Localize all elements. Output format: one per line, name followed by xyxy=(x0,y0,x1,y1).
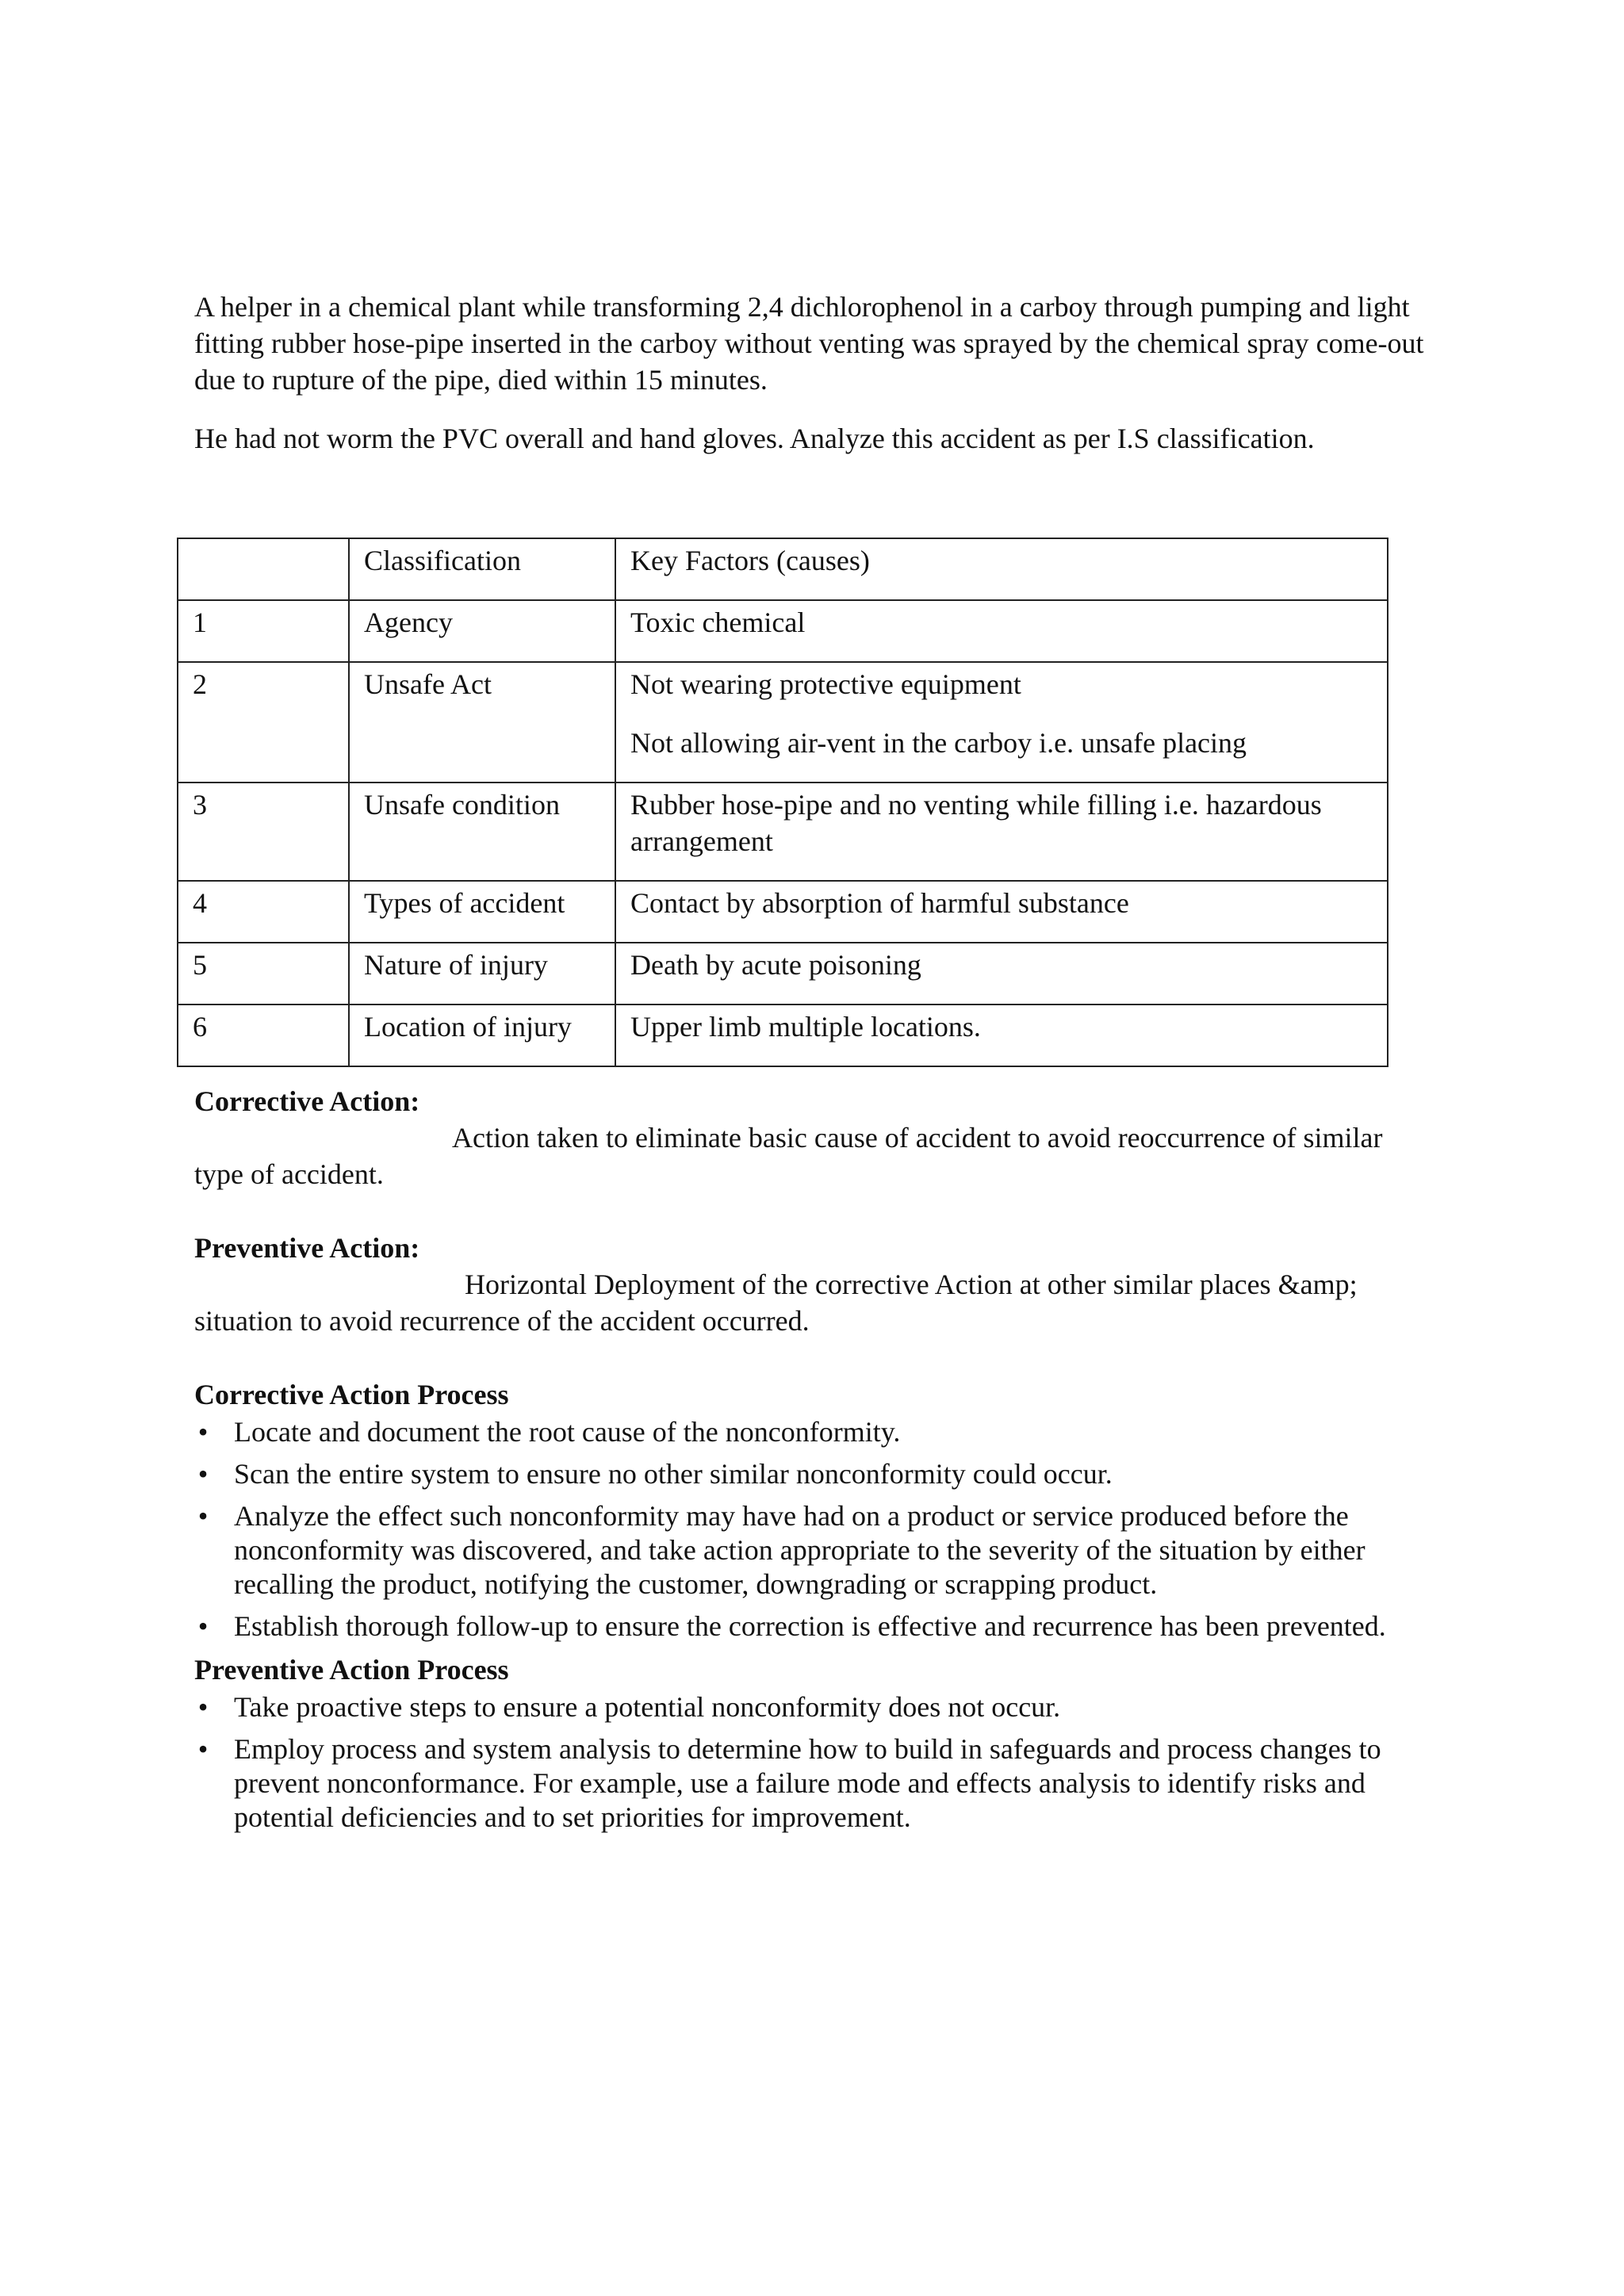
row-factors-cell xyxy=(615,943,1388,1004)
row-classification-cell: Location of injury xyxy=(349,1004,615,1066)
row-classification-cell: Nature of injury xyxy=(349,943,615,1004)
list-item-text: Locate and document the root cause of the nonconformity. xyxy=(234,1416,901,1448)
row-classification-cell: Types of accident xyxy=(349,881,615,943)
table-row xyxy=(178,881,1388,943)
preventive-process-heading: Preventive Action Process xyxy=(194,1654,509,1686)
list-item xyxy=(194,1732,1447,1835)
row-factors-cell xyxy=(615,600,1388,662)
factor-text: Contact by absorption of harmful substance xyxy=(630,887,1129,919)
list-item xyxy=(194,1499,1447,1601)
question-paragraph: He had not worm the PVC overall and hand gloves. Analyze this accident as per I.S classification. xyxy=(194,423,1315,454)
row-classification-cell: Unsafe Act xyxy=(349,662,615,783)
preventive-action-definition: Horizontal Deployment of the corrective Action at other similar places &amp; situation to avoid recurrence of the accident occurred. xyxy=(194,1269,1358,1337)
table-row xyxy=(178,600,1388,662)
factor-text: Toxic chemical xyxy=(630,607,806,638)
header-key-factors-cell: Key Factors (causes) xyxy=(615,538,1388,600)
factor-text: Upper limb multiple locations. xyxy=(630,1011,981,1043)
preventive-process-list xyxy=(194,1690,1447,1843)
corrective-process-list xyxy=(194,1415,1447,1651)
preventive-action-heading: Preventive Action: xyxy=(194,1232,420,1264)
factor-text: Not wearing protective equipment xyxy=(630,668,1021,700)
corrective-action-heading: Corrective Action: xyxy=(194,1085,420,1117)
row-classification-cell: Agency xyxy=(349,600,615,662)
list-item-text: Take proactive steps to ensure a potential nonconformity does not occur. xyxy=(234,1691,1061,1723)
list-item xyxy=(194,1457,1447,1491)
row-number-cell: 6 xyxy=(178,1004,349,1066)
factor-text: Death by acute poisoning xyxy=(630,949,921,981)
bullet-icon: • xyxy=(197,1500,209,1532)
header-number-cell xyxy=(178,538,349,600)
row-number-cell: 5 xyxy=(178,943,349,1004)
corrective-process-heading: Corrective Action Process xyxy=(194,1379,509,1410)
classification-table xyxy=(177,538,1388,1067)
bullet-icon: • xyxy=(197,1610,209,1642)
list-item xyxy=(194,1609,1447,1644)
table-row xyxy=(178,1004,1388,1066)
row-number-cell: 4 xyxy=(178,881,349,943)
list-item-text: Scan the entire system to ensure no other similar nonconformity could occur. xyxy=(234,1458,1113,1490)
table-header-row xyxy=(178,538,1388,600)
corrective-action-definition: Action taken to eliminate basic cause of accident to avoid reoccurrence of similar type of accident. xyxy=(194,1122,1383,1190)
header-classification-cell: Classification xyxy=(349,538,615,600)
intro-paragraph: A helper in a chemical plant while transforming 2,4 dichlorophenol in a carboy through pumping and light fitting rubber hose-pipe inserted in the carboy without venting was sprayed by the chemical spray come-out due to rupture of the pipe, died within 15 minutes. xyxy=(194,291,1424,396)
list-item xyxy=(194,1415,1447,1449)
bullet-icon: • xyxy=(197,1416,209,1448)
table-row xyxy=(178,662,1388,783)
factor-text: Not allowing air-vent in the carboy i.e. unsafe placing xyxy=(630,727,1247,759)
table-row xyxy=(178,943,1388,1004)
list-item-text: Establish thorough follow-up to ensure the correction is effective and recurrence has been prevented. xyxy=(234,1610,1386,1642)
row-number-cell: 1 xyxy=(178,600,349,662)
row-factors-cell xyxy=(615,881,1388,943)
row-factors-cell xyxy=(615,783,1388,881)
bullet-icon: • xyxy=(197,1458,209,1490)
list-item xyxy=(194,1690,1447,1724)
row-factors-cell xyxy=(615,1004,1388,1066)
row-classification-cell: Unsafe condition xyxy=(349,783,615,881)
bullet-icon: • xyxy=(197,1691,209,1723)
list-item-text: Analyze the effect such nonconformity may have had on a product or service produced before the nonconformity was discovered, and take action appropriate to the severity of the situation by either recalling the product, notifying the customer, downgrading or scrapping product. xyxy=(234,1500,1365,1600)
factor-text: Rubber hose-pipe and no venting while filling i.e. hazardous arrangement xyxy=(630,789,1322,857)
bullet-icon: • xyxy=(197,1733,209,1765)
row-number-cell: 2 xyxy=(178,662,349,783)
row-factors-cell xyxy=(615,662,1388,783)
list-item-text: Employ process and system analysis to determine how to build in safeguards and process changes to prevent nonconformance. For example, use a failure mode and effects analysis to identify risks and potential deficiencies and to set priorities for improvement. xyxy=(234,1733,1381,1833)
table-row xyxy=(178,783,1388,881)
row-number-cell: 3 xyxy=(178,783,349,881)
